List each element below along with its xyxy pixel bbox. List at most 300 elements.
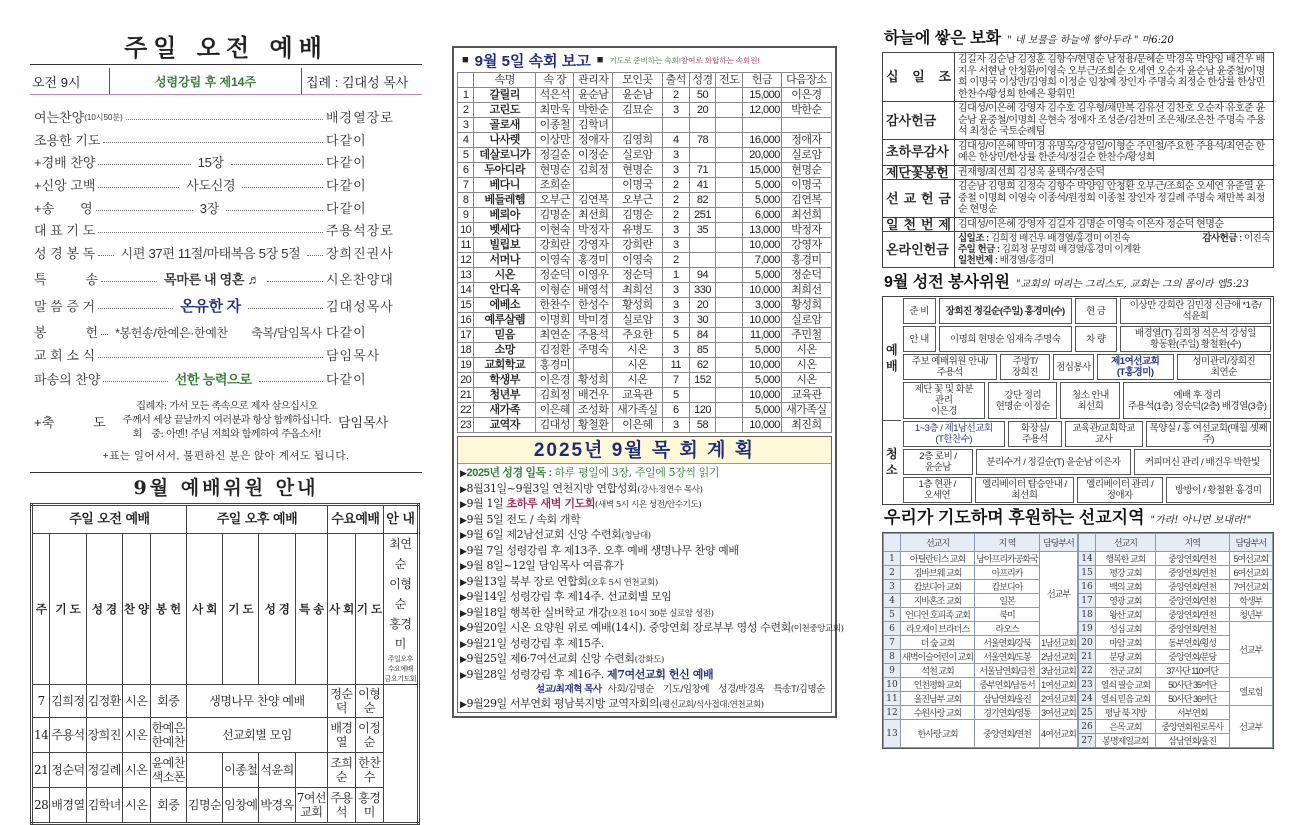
- committee-cell: 김학녀: [86, 788, 122, 824]
- service-item-label: 성 경 봉 독: [34, 246, 96, 261]
- mission-cell: 한사랑 교회: [901, 720, 975, 748]
- mission-cell: 경기연회/영통: [975, 706, 1040, 720]
- dotted-leader: [101, 326, 108, 335]
- plan-item: [458, 590, 831, 606]
- mission-row: [1079, 608, 1273, 622]
- column-header: [1079, 534, 1096, 552]
- table-cell: 김묘순: [612, 103, 662, 118]
- mission-row: [884, 650, 1078, 664]
- table-cell: [716, 193, 743, 208]
- table-cell: 에베소: [474, 298, 536, 313]
- table-cell: 15: [458, 298, 474, 313]
- table-cell: 3: [662, 238, 689, 253]
- table-cell: 교육관: [781, 388, 831, 403]
- service-item: [34, 176, 418, 196]
- plan-item: [458, 606, 831, 622]
- dotted-leader: [248, 300, 323, 309]
- table-cell: 5,000: [743, 178, 782, 193]
- table-cell: 5,000: [743, 268, 782, 283]
- table-cell: 청년부: [474, 388, 536, 403]
- committee-cell: 박경옥: [259, 788, 295, 824]
- table-cell: 50: [689, 88, 716, 103]
- dotted-leader: [259, 373, 323, 382]
- table-cell: 이상만: [536, 133, 574, 148]
- table-cell: 3: [662, 148, 689, 163]
- plan-item: [458, 544, 831, 560]
- service-assignment: 1~3층 / 제1남선교회(T한찬수): [903, 421, 1006, 447]
- table-cell: 3: [662, 283, 689, 298]
- mission-cell: 27: [1079, 734, 1096, 748]
- dotted-leader: [103, 373, 167, 382]
- table-cell: 주용석: [574, 328, 612, 343]
- committee-row: [32, 753, 419, 788]
- online-label: 십일조 :: [958, 233, 989, 244]
- column-header: 출석: [662, 73, 689, 88]
- service-assignment: 배경열(T) 김희정 석은석 강성일 황동환(주일) 황철환(수): [1120, 326, 1271, 352]
- service-item-label: 봉 헌: [34, 325, 99, 340]
- square-bullet-icon: ■: [462, 54, 469, 66]
- mission-cell: 13: [884, 720, 901, 748]
- mission-cell: 서부연회: [1155, 706, 1229, 720]
- table-cell: 21: [458, 388, 474, 403]
- table-cell: 황철환: [574, 418, 612, 433]
- table-cell: [716, 253, 743, 268]
- liturgical-week: 성령강림 후 제14주: [110, 68, 302, 94]
- dotted-leader: [226, 202, 323, 211]
- service-item-label: +송 영: [34, 201, 93, 216]
- service-item-time: (10시50분): [84, 113, 123, 122]
- table-cell: 나사렛: [474, 133, 536, 148]
- mission-cell: 16: [1079, 580, 1096, 594]
- table-row: [458, 223, 832, 238]
- plan-item: [458, 466, 831, 482]
- mission-cell: 11: [884, 692, 901, 706]
- triangle-bullet-icon: ▶: [460, 484, 467, 495]
- table-cell: [716, 328, 743, 343]
- mission-cell: 일본: [975, 594, 1040, 608]
- mission-cell: 17: [1079, 594, 1096, 608]
- table-cell: 베뢰아: [474, 208, 536, 223]
- slogan: 참여로 화합하는 속회원!: [680, 55, 760, 65]
- table-cell: 현명순: [536, 163, 574, 178]
- mission-cell: 백의 교회: [1096, 580, 1156, 594]
- plan-text: 9월25일 제6·7여선교회 신앙 수련회: [466, 652, 635, 665]
- table-cell: 배영석: [574, 283, 612, 298]
- table-cell: 김연복: [574, 193, 612, 208]
- table-cell: [689, 238, 716, 253]
- offering-category: 제단꽃봉헌: [883, 165, 955, 180]
- table-cell: 시온: [612, 373, 662, 388]
- committee-cell: 김정환: [86, 685, 122, 718]
- table-cell: 김희정: [536, 388, 574, 403]
- table-cell: 최연순: [536, 328, 574, 343]
- mission-cell: 12: [884, 706, 901, 720]
- plan-text: 9월29일 서부연회 평남북지방 교역자회의: [466, 696, 660, 710]
- service-item-label: +신앙 고백: [34, 178, 96, 193]
- mission-cell: 울진남부 교회: [901, 692, 975, 706]
- table-cell: 3: [662, 313, 689, 328]
- table-cell: 시온: [781, 358, 831, 373]
- mission-cell: 동부연회/횡성: [1155, 636, 1229, 650]
- plan-text: 9월 7일 성령강림 후 제13주. 오후 예배 생명나무 찬양 예배: [466, 543, 739, 557]
- mission-cell: 인천평화 교회: [901, 678, 975, 692]
- mission-row: [1079, 594, 1273, 608]
- service-item-label: 특 송: [34, 272, 99, 287]
- service-assignment: 안 내: [903, 326, 936, 352]
- column-header: 전도: [716, 73, 743, 88]
- table-cell: 2: [662, 208, 689, 223]
- group-header: 주일 오전 예배: [32, 505, 187, 534]
- table-cell: 16: [458, 313, 474, 328]
- service-assignment: 현 금: [1075, 298, 1117, 324]
- mission-cell: 50사단 36여단: [1155, 692, 1229, 706]
- service-assignment: 목양실 / 홍 여선교회(매월 셋째 주): [1146, 421, 1272, 447]
- table-cell: 안디옥: [474, 283, 536, 298]
- plan-title: 2025년 9월 목 회 계 획: [458, 437, 831, 464]
- mission-dept: 선교부: [1229, 622, 1272, 678]
- plan-note: (새벽 5시 시온 성전/안수기도): [595, 500, 702, 510]
- triangle-bullet-icon: ▶: [460, 593, 467, 603]
- table-cell: 3,000: [743, 298, 782, 313]
- table-cell: 71: [689, 163, 716, 178]
- table-cell: 학생부: [474, 373, 536, 388]
- online-names: 김희정 문명희 배경열/홍경미 이계환: [1001, 244, 1141, 255]
- offering-verse: " 네 보물을 하늘에 쌓아두라 " 마6:20: [1007, 35, 1174, 46]
- committee-cell: 정길례: [86, 753, 122, 788]
- offering-names: 권재형/최선희 김성욱 윤택수/정순덕: [955, 165, 1274, 180]
- mission-header-row: [1079, 534, 1273, 552]
- table-cell: 황성희: [574, 373, 612, 388]
- table-cell: 10,000: [743, 238, 782, 253]
- plan-text: 2025년 성경 일독 :: [466, 467, 555, 479]
- table-cell: 330: [689, 283, 716, 298]
- table-cell: 20: [689, 103, 716, 118]
- triangle-bullet-icon: ▶: [460, 500, 467, 510]
- table-cell: [716, 88, 743, 103]
- table-cell: 13: [458, 268, 474, 283]
- offering-category: 십 일 조: [883, 53, 955, 102]
- table-cell: 이영숙: [612, 253, 662, 268]
- table-cell: 41: [689, 178, 716, 193]
- table-cell: 3: [662, 298, 689, 313]
- offering-title: 하늘에 쌓은 보화: [884, 30, 1002, 47]
- table-cell: 이은혜: [612, 418, 662, 433]
- column-header: 속명: [474, 73, 536, 88]
- page-title: 주일 오전 예배: [124, 33, 328, 62]
- offering-category: 온라인헌금: [883, 232, 955, 268]
- column-header: 헌금: [743, 73, 782, 88]
- mission-row: [1079, 552, 1273, 566]
- dotted-leader: [96, 202, 193, 211]
- table-cell: 김영희: [612, 133, 662, 148]
- triangle-bullet-icon: ▶: [460, 699, 467, 710]
- table-cell: [781, 118, 831, 133]
- table-cell: 최희선: [612, 283, 662, 298]
- mission-cell: 서울연회/강북: [975, 636, 1040, 650]
- service-item: [34, 153, 418, 173]
- plan-item: [458, 513, 831, 529]
- mission-cell: 9: [884, 664, 901, 678]
- service-item-content: 3장: [199, 201, 219, 216]
- table-cell: 94: [689, 268, 716, 283]
- table-cell: 7: [662, 373, 689, 388]
- table-cell: 시온: [612, 358, 662, 373]
- service-item-label: 대 표 기 도: [34, 223, 96, 238]
- table-cell: 소망: [474, 343, 536, 358]
- plan-text: 9월18일 행복한 실버학교 개강: [466, 605, 609, 619]
- table-cell: 최선희: [574, 208, 612, 223]
- week-cell: 7: [32, 685, 50, 718]
- dotted-leader: [98, 156, 190, 165]
- plan-item: [458, 482, 831, 498]
- plan-item: [458, 621, 844, 637]
- triangle-bullet-icon: ▶: [460, 469, 467, 479]
- table-cell: 실로암: [612, 313, 662, 328]
- service-item: [34, 108, 418, 128]
- service-row-boxes: [903, 354, 1272, 380]
- table-cell: [716, 103, 743, 118]
- mission-cell: 삼남연회/울진: [975, 692, 1040, 706]
- table-cell: 교역자: [474, 418, 536, 433]
- table-cell: 시온: [474, 268, 536, 283]
- mission-cell: 캄보디아 교회: [901, 580, 975, 594]
- guide-note: 주일오후 수요예배 금요기도회: [384, 655, 416, 683]
- triangle-bullet-icon: ▶: [460, 515, 467, 526]
- mission-cell: 중앙연회원로목사: [1155, 720, 1229, 734]
- offering-table: [882, 52, 1274, 268]
- service-row-cells: [901, 420, 1274, 448]
- mission-cell: 서울남연회/금천: [975, 664, 1040, 678]
- table-cell: 홍경미: [781, 253, 831, 268]
- mission-cell: 라오스: [975, 622, 1040, 636]
- service-assignment: 이상만 강희란 김민정 신금애 *1층/석윤희: [1120, 298, 1271, 324]
- service-item-leader: 장희진권사: [326, 246, 394, 261]
- group-header: 안 내: [383, 505, 418, 534]
- offering-row: [883, 180, 1274, 218]
- column-header: 기 도: [223, 534, 259, 685]
- table-cell: 믿음: [474, 328, 536, 343]
- table-cell: 실로암: [612, 148, 662, 163]
- column-header: 선교지: [901, 534, 975, 552]
- committee-cell: 배경열: [50, 788, 86, 824]
- service-assignment: 화장실/주용석: [1008, 421, 1062, 447]
- table-cell: 3: [662, 103, 689, 118]
- table-cell: 22: [458, 403, 474, 418]
- table-cell: 251: [689, 208, 716, 223]
- mission-dept: 청년부: [1229, 608, 1272, 622]
- offering-row: [883, 217, 1274, 232]
- column-header: 담당부서: [1229, 534, 1272, 552]
- square-bullet-icon: ■: [596, 54, 604, 66]
- table-cell: 5,000: [743, 193, 782, 208]
- sunday-service-panel: [30, 0, 422, 819]
- table-cell: 11: [458, 238, 474, 253]
- table-row: [458, 418, 832, 433]
- mission-cell: 서울연회/도봉: [975, 650, 1040, 664]
- service-roles: 사회/김명순 기도/임창예 성경/박경옥 특송T/김명순: [607, 684, 825, 695]
- guide-name: 홍경미: [389, 617, 412, 651]
- committee-cell: 7여선 교회: [295, 788, 327, 824]
- service-item-content: 온유한 자: [180, 298, 241, 315]
- service-item-label: 여는찬양: [34, 110, 85, 125]
- table-cell: [716, 283, 743, 298]
- table-row: [458, 208, 832, 223]
- committee-cell: 회중: [150, 685, 186, 718]
- table-cell: 실로암: [781, 313, 831, 328]
- mission-dept: 선교부: [1229, 706, 1272, 748]
- table-cell: 2: [662, 253, 689, 268]
- table-cell: 현명순: [781, 163, 831, 178]
- service-assignment: 이명희 현명순 임재숙 주명숙: [939, 326, 1072, 352]
- table-cell: 7: [458, 178, 474, 193]
- service-item-leader: 다같이: [326, 155, 367, 170]
- table-cell: 강영자: [574, 238, 612, 253]
- table-cell: 정애자: [781, 133, 831, 148]
- mission-cell: 전군 교회: [1096, 664, 1156, 678]
- mission-dept: 2여선교회: [1041, 693, 1076, 704]
- table-cell: 박미경: [574, 313, 612, 328]
- service-row: [883, 325, 1274, 353]
- dotted-leader: [267, 273, 323, 282]
- service-item: [34, 221, 418, 241]
- mission-row: [1079, 706, 1273, 720]
- table-cell: 6: [458, 163, 474, 178]
- table-row: [458, 298, 832, 313]
- mission-cell: 분당 교회: [1096, 650, 1156, 664]
- committee-cell: 시온: [122, 753, 150, 788]
- table-cell: 홍경미: [536, 358, 574, 373]
- table-cell: [716, 403, 743, 418]
- mission-cell: 왕산 교회: [1096, 608, 1156, 622]
- dotted-leader: [98, 247, 114, 256]
- mission-row: [884, 692, 1078, 706]
- committee-cell: 주용석: [328, 788, 356, 824]
- service-item-leader: 시온찬양대: [326, 272, 394, 287]
- table-cell: 박정자: [781, 223, 831, 238]
- table-cell: 이영숙: [536, 253, 574, 268]
- offerings-panel: [880, 30, 1276, 749]
- table-cell: [716, 238, 743, 253]
- plan-item: [458, 497, 831, 513]
- mission-cell: 영광 교회: [1096, 594, 1156, 608]
- mission-cell: 10: [884, 678, 901, 692]
- plan-text: 9월13일 북부 장로 연합회: [466, 574, 588, 588]
- mission-cell: 1: [884, 552, 901, 566]
- mission-cell: 행복한 교회: [1096, 552, 1156, 566]
- table-cell: 데살로니가: [474, 148, 536, 163]
- service-item: [34, 244, 418, 264]
- plan-item-detail: [458, 683, 831, 697]
- guide-name: 이형순: [389, 577, 412, 611]
- service-item-content: 15장: [197, 155, 224, 170]
- table-cell: 5,000: [743, 343, 782, 358]
- guide-name: 최연순: [389, 537, 412, 571]
- table-cell: 주요한: [612, 328, 662, 343]
- online-label: 감사헌금 :: [1202, 233, 1242, 244]
- table-cell: 3: [662, 163, 689, 178]
- column-header: 속 장: [536, 73, 574, 88]
- service-assignment: 점심봉사: [1053, 354, 1094, 380]
- service-item: [34, 323, 418, 343]
- mission-cell: 7: [884, 636, 901, 650]
- column-header: [884, 534, 901, 552]
- triangle-bullet-icon: ▶: [460, 577, 467, 588]
- table-cell: [574, 178, 612, 193]
- mission-cell: 마암 교회: [1096, 636, 1156, 650]
- service-row-cells: [901, 476, 1274, 505]
- table-cell: 한성수: [574, 298, 612, 313]
- table-cell: [716, 148, 743, 163]
- table-cell: 6: [662, 403, 689, 418]
- mission-dept: 3남선교회: [1041, 665, 1076, 676]
- table-row: [458, 253, 832, 268]
- triangle-bullet-icon: ▶: [460, 562, 467, 572]
- slogan: 기도로 준비하는 속회!: [609, 55, 681, 65]
- online-names: 배경열/홍경미: [999, 255, 1054, 266]
- offering-heading: [884, 30, 1276, 50]
- table-cell: 정순덕: [612, 268, 662, 283]
- mission-cell: 석천 교회: [901, 664, 975, 678]
- table-cell: [689, 253, 716, 268]
- service-item: [34, 199, 418, 219]
- table-cell: 78: [689, 133, 716, 148]
- column-header: 모인곳: [612, 73, 662, 88]
- dotted-leader: [307, 247, 323, 256]
- mission-cell: 아프리카: [975, 566, 1040, 580]
- service-assignment: 1층 현관 / 오세연: [903, 477, 972, 503]
- service-row-boxes: [903, 477, 1272, 503]
- mission-dept: 학생부: [1229, 594, 1272, 608]
- offering-names: 김길자 김순남 김정훈 김항수/현명순 남정용/문혜순 박경옥 박양임 배건우 배지우 서현남 안청환/이영숙 오부근/조희순 오세연 오순자 윤순남 윤중철/이명희 이명국 이상만/김영희 이정순 임창예 장인자 주명숙 최정순 한상률 한상민 한찬수/황성희 한예은 황휘민: [955, 53, 1274, 102]
- mission-dept: 6여선교회: [1229, 566, 1272, 580]
- table-cell: 1: [458, 88, 474, 103]
- committee-cell: 배경열: [328, 718, 356, 753]
- table-cell: [689, 118, 716, 133]
- table-cell: 3: [662, 343, 689, 358]
- plan-item: [458, 697, 831, 713]
- committee-cell: 김명순: [186, 788, 222, 824]
- table-cell: [574, 358, 612, 373]
- guide-cell: [383, 534, 418, 685]
- table-cell: 2: [458, 103, 474, 118]
- online-names: 김희정 배건우 배경열/홍경미 이진숙: [990, 233, 1130, 244]
- triangle-bullet-icon: ▶: [460, 608, 467, 619]
- table-cell: 실로암: [781, 148, 831, 163]
- table-cell: 15,000: [743, 88, 782, 103]
- online-names: 이진숙: [1243, 233, 1270, 244]
- table-row: [458, 343, 832, 358]
- plan-text: 9월 8일~12일 담임목사 여름휴가: [466, 559, 624, 572]
- table-cell: 김희정: [574, 163, 612, 178]
- service-title: 9월 성전 봉사위원: [884, 274, 1010, 291]
- committee-cell: 홍경미: [355, 788, 383, 824]
- table-row: [458, 133, 832, 148]
- mission-cell: 8: [884, 650, 901, 664]
- mission-table: [882, 532, 1274, 749]
- committee-cell: 이정순: [355, 718, 383, 753]
- table-cell: 정길순: [536, 148, 574, 163]
- table-cell: 3: [662, 418, 689, 433]
- table-cell: 11: [662, 358, 689, 373]
- service-item-leader: 담임목사: [326, 348, 381, 363]
- mission-row: [884, 552, 1078, 566]
- table-cell: 7,000: [743, 253, 782, 268]
- dotted-leader: [242, 179, 323, 188]
- table-cell: [716, 223, 743, 238]
- table-cell: 김명순: [612, 208, 662, 223]
- service-item: [34, 297, 418, 317]
- table-cell: 20: [689, 298, 716, 313]
